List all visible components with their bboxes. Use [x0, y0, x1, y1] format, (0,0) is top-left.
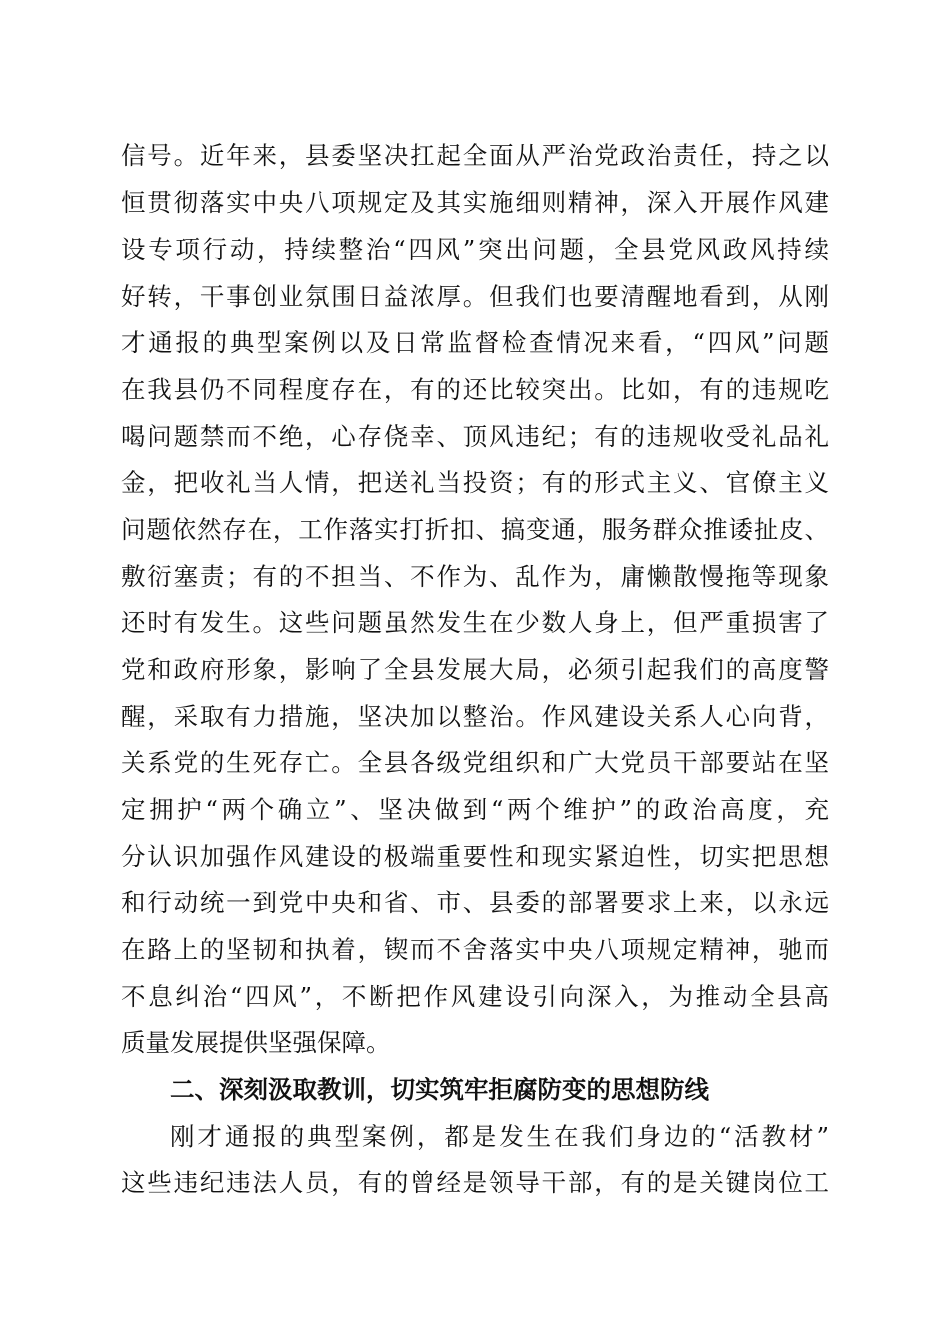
- text-line: 恒贯彻落实中央八项规定及其实施细则精神，深入开展作风建: [121, 188, 829, 217]
- text-line: 关系党的生死存亡。全县各级党组织和广大党员干部要站在坚: [121, 748, 829, 777]
- text-line: 在路上的坚韧和执着，锲而不舍落实中央八项规定精神，驰而: [121, 935, 829, 964]
- text-line: 还时有发生。这些问题虽然发生在少数人身上，但严重损害了: [121, 608, 829, 637]
- text-line: 和行动统一到党中央和省、市、县委的部署要求上来，以永远: [121, 888, 829, 917]
- text-line: 这些违纪违法人员，有的曾经是领导干部，有的是关键岗位工: [121, 1168, 829, 1197]
- text-line: 不息纠治“四风”，不断把作风建设引向深入，为推动全县高: [121, 982, 829, 1011]
- text-line: 金，把收礼当人情，把送礼当投资；有的形式主义、官僚主义: [121, 468, 829, 497]
- text-line: 喝问题禁而不绝，心存侥幸、顶风违纪；有的违规收受礼品礼: [121, 422, 829, 451]
- text-line: 信号。近年来，县委坚决扛起全面从严治党政治责任，持之以: [121, 141, 829, 170]
- text-line: 分认识加强作风建设的极端重要性和现实紧迫性，切实把思想: [121, 842, 829, 871]
- text-line: 问题依然存在，工作落实打折扣、搞变通，服务群众推诿扯皮、: [121, 515, 829, 544]
- text-line: 党和政府形象，影响了全县发展大局，必须引起我们的高度警: [121, 655, 829, 684]
- section-heading: 二、深刻汲取教训，切实筑牢拒腐防变的思想防线: [170, 1075, 709, 1104]
- text-line: 醒，采取有力措施，坚决加以整治。作风建设关系人心向背，: [121, 702, 829, 731]
- text-line: 定拥护“两个确立”、坚决做到“两个维护”的政治高度，充: [121, 795, 829, 824]
- text-line: 质量发展提供坚强保障。: [121, 1028, 391, 1057]
- text-line: 好转，干事创业氛围日益浓厚。但我们也要清醒地看到，从刚: [121, 282, 829, 311]
- text-line: 才通报的典型案例以及日常监督检查情况来看，“四风”问题: [121, 328, 829, 357]
- text-line: 设专项行动，持续整治“四风”突出问题，全县党风政风持续: [121, 235, 829, 264]
- text-line: 刚才通报的典型案例，都是发生在我们身边的“活教材”: [170, 1122, 829, 1151]
- text-line: 敷衍塞责；有的不担当、不作为、乱作为，庸懒散慢拖等现象: [121, 562, 829, 591]
- text-line: 在我县仍不同程度存在，有的还比较突出。比如，有的违规吃: [121, 375, 829, 404]
